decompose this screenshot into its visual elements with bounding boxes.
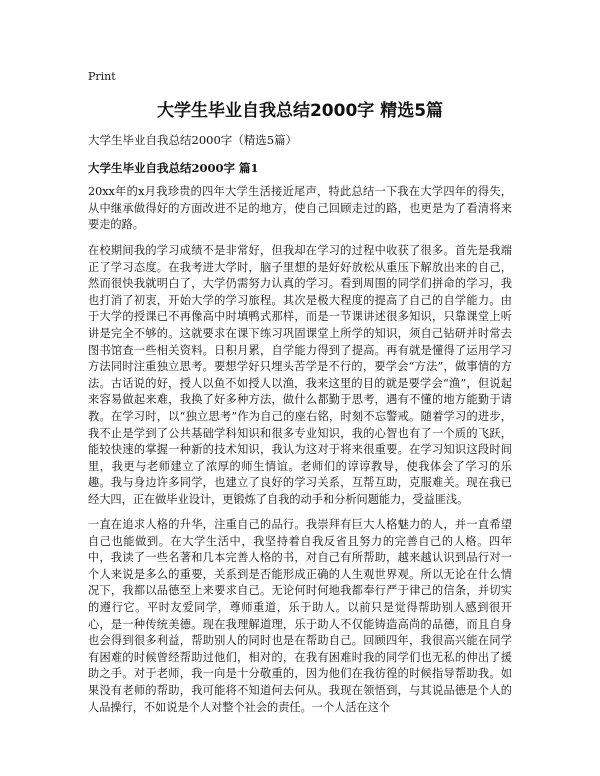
- page-title: 大学生毕业自我总结2000字 精选5篇: [156, 101, 444, 121]
- section-heading: 大学生毕业自我总结2000字 篇1: [88, 161, 259, 175]
- document-subtitle: 大学生毕业自我总结2000字（精选5篇）: [88, 133, 298, 147]
- paragraph-3: 一直在追求人格的升华，注重自己的品行。我崇拜有巨大人格魅力的人，并一直希望自己也能做到。在大学生活中，我坚持着自我反省且努力的完善自己的人格。四年中，我读了一些名著和几本完善人格的书，对自己有所帮助，越来越认识到品行对一个人来说是多么的重要，关系到是否能形成正确的人生观世界观。所以无论在什么情况下，我都以品德至上来要求自己。无论何时何地我都奉行严于律己的信条，并切实的遵行它。平时友爱同学，尊师重道，乐于助人。以前只是觉得帮助别人感到很开心，是一种传统美德。现在我理解道理，乐于助人不仅能铸造高尚的品德，而且自身也会得到很多利益，帮助别人的同时也是在帮助自己。回顾四年，我很高兴能在同学有困难的时候曾经帮助过他们，相对的，在我有困难时我的同学们也无私的伸出了援助之手。对于老师，我一向是十分敬重的，因为他们在我彷徨的时候指导帮助我。如果没有老师的帮助，我可能将不知道何去何从。我现在领悟到，与其说品德是个人的人品操行，不如说是个人对整个社会的责任。一个人活在这个: [88, 518, 512, 714]
- paragraph-2: 在校期间我的学习成绩不是非常好，但我却在学习的过程中收获了很多。首先是我端正了学习态度。在我考进大学时，脑子里想的是好好放松从重压下解放出来的自己，然而很快我就明白了，大学仍需努力认真的学习。看到周围的同学们拼命的学习，我也打消了初衷，开始大学的学习旅程。其次是极大程度的提高了自己的自学能力。由于大学的授课已不再像高中时填鸭式那样，而是一节课讲述很多知识，只靠课堂上听讲是完全不够的。这就要求在课下练习巩固课堂上所学的知识，须自己钻研并时常去图书馆查一些相关资料。日积月累，自学能力得到了提高。再有就是懂得了运用学习方法同时注重独立思考。要想学好只埋头苦学是不行的，要学会“方法”，做事情的方法。古话说的好，授人以鱼不如授人以渔，我来这里的目的就是要学会“渔”，但说起来容易做起来难，我换了好多种方法，做什么都勤于思考，遇有不懂的地方能勤于请教。在学习时，以“独立思考”作为自己的座右铭，时刻不忘警戒。随着学习的进步，我不止是学到了公共基础学科知识和很多专业知识，我的心智也有了一个质的飞跃，能较快速的掌握一种新的技术知识，我认为这对于将来很重要。在学习知识这段时间里，我更与老师建立了浓厚的师生情谊。老师们的谆谆教导，使我体会了学习的乐趣。我与身边许多同学，也建立了良好的学习关系，互帮互助，克服难关。现在我已经大四，正在做毕业设计，更锻炼了自我的动手和分析问题能力，受益匪浅。: [88, 244, 512, 506]
- print-label: Print: [88, 70, 116, 83]
- paragraph-1: 20xx年的x月我珍贵的四年大学生活接近尾声，特此总结一下我在大学四年的得失，从中继承做得好的方面改进不足的地方，使自己回顾走过的路，也更是为了看清将来要走的路。: [88, 185, 512, 232]
